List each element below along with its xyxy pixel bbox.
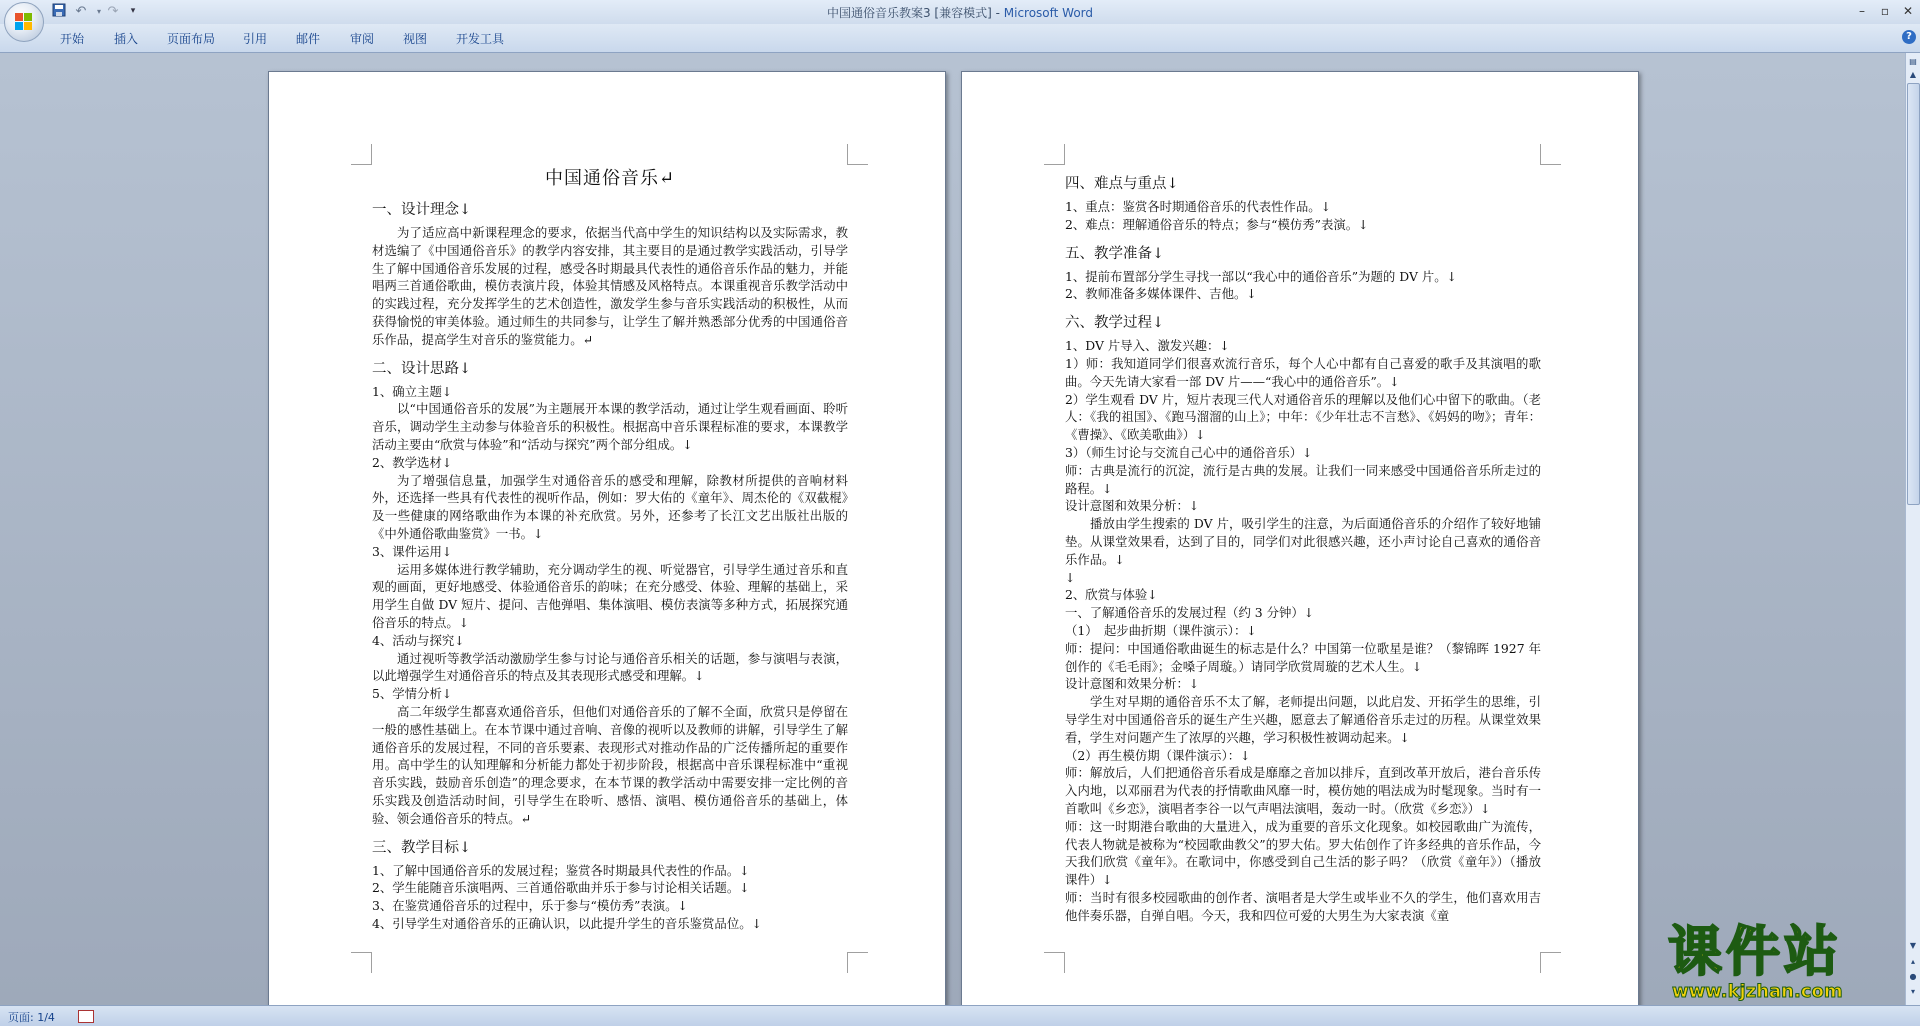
office-button[interactable] [4, 2, 44, 42]
page-1-text-blocks [372, 198, 848, 933]
section-heading: 四、难点与重点↓ [1065, 176, 1179, 192]
crop-mark [847, 144, 868, 165]
paragraph: 设计意图和效果分析：↓ [1065, 676, 1200, 692]
paragraph: 3、在鉴赏通俗音乐的过程中，乐于参与“模仿秀”表演。↓ [372, 898, 688, 914]
paragraph: （2）再生模仿期（课件演示）：↓ [1065, 747, 1251, 763]
vertical-scrollbar[interactable] [1905, 53, 1920, 1005]
proofing-icon[interactable] [78, 1010, 94, 1023]
paragraph: 3、课件运用↓ [372, 543, 453, 559]
paragraph: 5、学情分析↓ [372, 686, 453, 702]
previous-page-icon[interactable]: ▴ [1910, 957, 1915, 966]
paragraph: 2、教学选材↓ [372, 454, 453, 470]
paragraph: 通过视听等教学活动激励学生参与讨论与通俗音乐相关的话题，参与演唱与表演，以此增强学生对通俗音乐的特点及其表现形式感受和理解。↓ [372, 650, 848, 684]
paragraph: 1、DV 片导入、激发兴趣：↓ [1065, 338, 1230, 354]
title-bar [0, 0, 1920, 24]
paragraph: 2、学生能随音乐演唱两、三首通俗歌曲并乐于参与讨论相关话题。↓ [372, 880, 750, 896]
tab-developer[interactable]: 开发工具 [456, 32, 505, 46]
ruler-toggle-icon[interactable]: ▤ [1909, 57, 1917, 66]
paragraph: 1、重点：鉴赏各时期通俗音乐的代表性作品。↓ [1065, 199, 1332, 214]
document-heading: 中国通俗音乐↵ [544, 168, 676, 189]
paragraph: 设计意图和效果分析：↓ [1065, 498, 1200, 514]
document-workspace[interactable] [0, 53, 1906, 1005]
paragraph: 1、确立主题↓ [372, 383, 453, 399]
customize-qat-icon[interactable]: ▾ [130, 6, 136, 16]
paragraph: 为了适应高中新课程理念的要求，依据当代高中学生的知识结构以及实际需求，教材选编了《中国通俗音乐》的教学内容安排，其主要目的是通过教学实践活动，引导学生了解中国通俗音乐发展的过程，感受各时期最具代表性的通俗音乐作品的魅力，并能唱两三首通俗歌曲，模仿表演片段，体验其情感及风格特点。本课重视音乐教学活动中的实践过程，充分发挥学生的艺术创造性，激发学生参与音乐实践活动的积极性，从而获得愉悦的审美体验。通过师生的共同参与，让学生了解并熟悉部分优秀的中国通俗音乐作品，提高学生对音乐的鉴赏能力。↵ [372, 225, 848, 347]
paragraph: 2、欣赏与体验↓ [1065, 587, 1158, 603]
paragraph: 4、引导学生对通俗音乐的正确认识，以此提升学生的音乐鉴赏品位。↓ [372, 915, 762, 931]
paragraph: 2）学生观看 DV 片，短片表现三代人对通俗音乐的理解以及他们心中留下的歌曲。（老人：《我的祖国》、《跑马溜溜的山上》；中年：《少年壮志不言愁》、《妈妈的吻》；青年：《曹操》、《欧美歌曲》）↓ [1065, 391, 1541, 443]
watermark-url: www.kjzhan.com [1672, 981, 1843, 1002]
help-icon[interactable]: ? [1902, 30, 1916, 44]
empty-paragraph: ↓ [1065, 569, 1076, 585]
ribbon-tabs [0, 24, 1920, 53]
next-page-icon[interactable]: ▾ [1910, 987, 1915, 996]
crop-mark [1540, 144, 1561, 165]
paragraph: 师：解放后，人们把通俗音乐看成是靡靡之音加以排斥，直到改革开放后，港台音乐传入内地，以邓丽君为代表的抒情歌曲风靡一时，模仿她的唱法成为时髦现象。当时有一首歌叫《乡恋》，演唱者李谷一以气声唱法演唱，轰动一时。（欣赏《乡恋》）↓ [1065, 765, 1541, 816]
crop-mark [1044, 952, 1065, 973]
page-2-content [1065, 164, 1541, 924]
paragraph: 师：古典是流行的沉淀，流行是古典的发展。让我们一同来感受中国通俗音乐所走过的路程。↓ [1065, 462, 1541, 496]
crop-mark [847, 952, 868, 973]
paragraph: 学生对早期的通俗音乐不太了解，老师提出问题，以此启发、开拓学生的思维，引导学生对中国通俗音乐的诞生产生兴趣，愿意去了解通俗音乐走过的历程。从课堂效果看，学生对问题产生了浓厚的兴趣，学习积极性被调动起来。↓ [1065, 694, 1541, 745]
page-count[interactable]: 页面: 1/4 [8, 1011, 55, 1024]
tab-insert[interactable]: 插入 [114, 32, 139, 46]
document-title: 中国通俗音乐教案3 [兼容模式] - [826, 6, 1004, 20]
paragraph: 以“中国通俗音乐的发展”为主题展开本课的教学活动，通过让学生观看画面、聆听音乐，调动学生主动参与体验音乐的积极性。根据高中音乐课程标准的要求，本课教学活动主要由“欣赏与体验”和“活动与探究”两个部分组成。↓ [372, 401, 848, 452]
scroll-up-icon[interactable]: ▲ [1909, 70, 1917, 79]
office-logo-icon [15, 13, 33, 31]
tab-home[interactable]: 开始 [60, 32, 85, 46]
tab-view[interactable]: 视图 [403, 32, 428, 46]
minimize-icon[interactable]: – [1859, 4, 1865, 18]
paragraph: 师：这一时期港台歌曲的大量进入，成为重要的音乐文化现象。如校园歌曲广为流传，代表人物就是被称为“校园歌曲教父”的罗大佑。罗大佑创作了许多经典的音乐作品，今天我们欣赏《童年》。在歌词中，你感受到自己生活的影子吗？（欣赏《童年》）（播放课件）↓ [1065, 818, 1541, 888]
section-heading: 三、教学目标↓ [372, 839, 472, 856]
paragraph: 师：提问：中国通俗歌曲诞生的标志是什么？中国第一位歌星是谁？（黎锦晖 1927 年创作的《毛毛雨》；金嗓子周璇。）请同学欣赏周璇的艺术人生。↓ [1065, 640, 1541, 674]
tab-page-layout[interactable]: 页面布局 [167, 32, 216, 46]
crop-mark [351, 952, 372, 973]
browse-object-icon[interactable]: ● [1909, 972, 1917, 981]
watermark-text: 课件站 [1668, 920, 1842, 983]
paragraph: 运用多媒体进行教学辅助，充分调动学生的视、听觉器官，引导学生通过音乐和直观的画面，更好地感受、体验通俗音乐的韵味；在充分感受、体验、理解的基础上，采用学生自做 DV 短片、提问、吉他弹唱、集体演唱、模仿表演等多种方式，拓展探究通俗音乐的特点。↓ [372, 561, 848, 630]
paragraph: 一、了解通俗音乐的发展过程（约 3 分钟）↓ [1065, 605, 1315, 621]
paragraph: 1、了解中国通俗音乐的发展过程；鉴赏各时期最具代表性的作品。↓ [372, 862, 750, 878]
undo-dropdown-icon[interactable]: ▾ [96, 7, 101, 16]
watermark-logo [1668, 922, 1918, 1002]
app-name: Microsoft Word [1003, 6, 1094, 20]
document-page-1[interactable] [268, 71, 946, 1005]
window-title [0, 4, 1920, 21]
paragraph: 师：当时有很多校园歌曲的创作者、演唱者是大学生或毕业不久的学生，他们喜欢用吉他伴奏乐器，自弹自唱。今天，我和四位可爱的大男生为大家表演《童 [1065, 889, 1541, 923]
document-page-2[interactable] [961, 71, 1639, 1005]
tab-review[interactable]: 审阅 [350, 32, 375, 46]
paragraph: 高二年级学生都喜欢通俗音乐，但他们对通俗音乐的了解不全面，欣赏只是停留在一般的感性基础上。在本节课中通过音响、音像的视听以及教师的讲解，引导学生了解通俗音乐的发展过程，不同的音乐要素、表现形式对推动作品的广泛传播所起的重要作用。高中学生的认知理解和分析能力都处于初步阶段，根据高中音乐课程标准中“重视音乐实践，鼓励音乐创造”的理念要求，在本节课的教学活动中需要安排一定比例的音乐实践及创造活动时间，引导学生在聆听、感悟、演唱、模仿通俗音乐的基础上，体验、领会通俗音乐的特点。↵ [372, 703, 848, 826]
page-2-text-blocks [1065, 172, 1541, 924]
restore-icon[interactable]: ▫ [1880, 4, 1890, 18]
tab-references[interactable]: 引用 [243, 32, 268, 46]
section-heading: 五、教学准备↓ [1065, 245, 1165, 262]
status-bar [0, 1005, 1920, 1026]
section-heading: 二、设计思路↓ [372, 360, 472, 377]
paragraph: 1、提前布置部分学生寻找一部以“我心中的通俗音乐”为题的 DV 片。↓ [1065, 268, 1458, 284]
crop-mark [1540, 952, 1561, 973]
undo-icon[interactable]: ↶ [75, 4, 87, 19]
close-icon[interactable]: ✕ [1902, 4, 1914, 18]
crop-mark [1044, 144, 1065, 165]
tab-mailings[interactable]: 邮件 [296, 32, 321, 46]
paragraph: 为了增强信息量，加强学生对通俗音乐的感受和理解，除教材所提供的音响材料外，还选择一些具有代表性的视听作品，例如：罗大佑的《童年》、周杰伦的《双截棍》及一些健康的网络歌曲作为本课的补充欣赏。另外，还参考了长江文艺出版社出版的《中外通俗歌曲鉴赏》一书。↓ [372, 472, 848, 541]
paragraph: 1）师：我知道同学们很喜欢流行音乐，每个人心中都有自己喜爱的歌手及其演唱的歌曲。今天先请大家看一部 DV 片——“我心中的通俗音乐”。↓ [1065, 355, 1541, 389]
paragraph: 3）（师生讨论与交流自己心中的通俗音乐）↓ [1065, 444, 1313, 460]
paragraph: 4、活动与探究↓ [372, 632, 465, 648]
crop-mark [351, 144, 372, 165]
paragraph: 2、难点：理解通俗音乐的特点；参与“模仿秀”表演。↓ [1065, 216, 1369, 232]
redo-icon[interactable]: ↷ [107, 4, 119, 19]
section-heading: 六、教学过程↓ [1065, 315, 1165, 332]
scroll-down-icon[interactable]: ▼ [1909, 941, 1917, 950]
paragraph: （1） 起步曲折期（课件演示）：↓ [1065, 622, 1257, 638]
paragraph: 播放由学生搜索的 DV 片，吸引学生的注意，为后面通俗音乐的介绍作了较好地铺垫。从课堂效果看，达到了目的，同学们对此很感兴趣，还小声讨论自己喜欢的通俗音乐作品。↓ [1065, 516, 1541, 567]
paragraph: 2、教师准备多媒体课件、吉他。↓ [1065, 286, 1257, 302]
page-1-content [372, 164, 848, 933]
scroll-thumb[interactable] [1907, 83, 1920, 505]
section-heading: 一、设计理念↓ [372, 202, 472, 218]
